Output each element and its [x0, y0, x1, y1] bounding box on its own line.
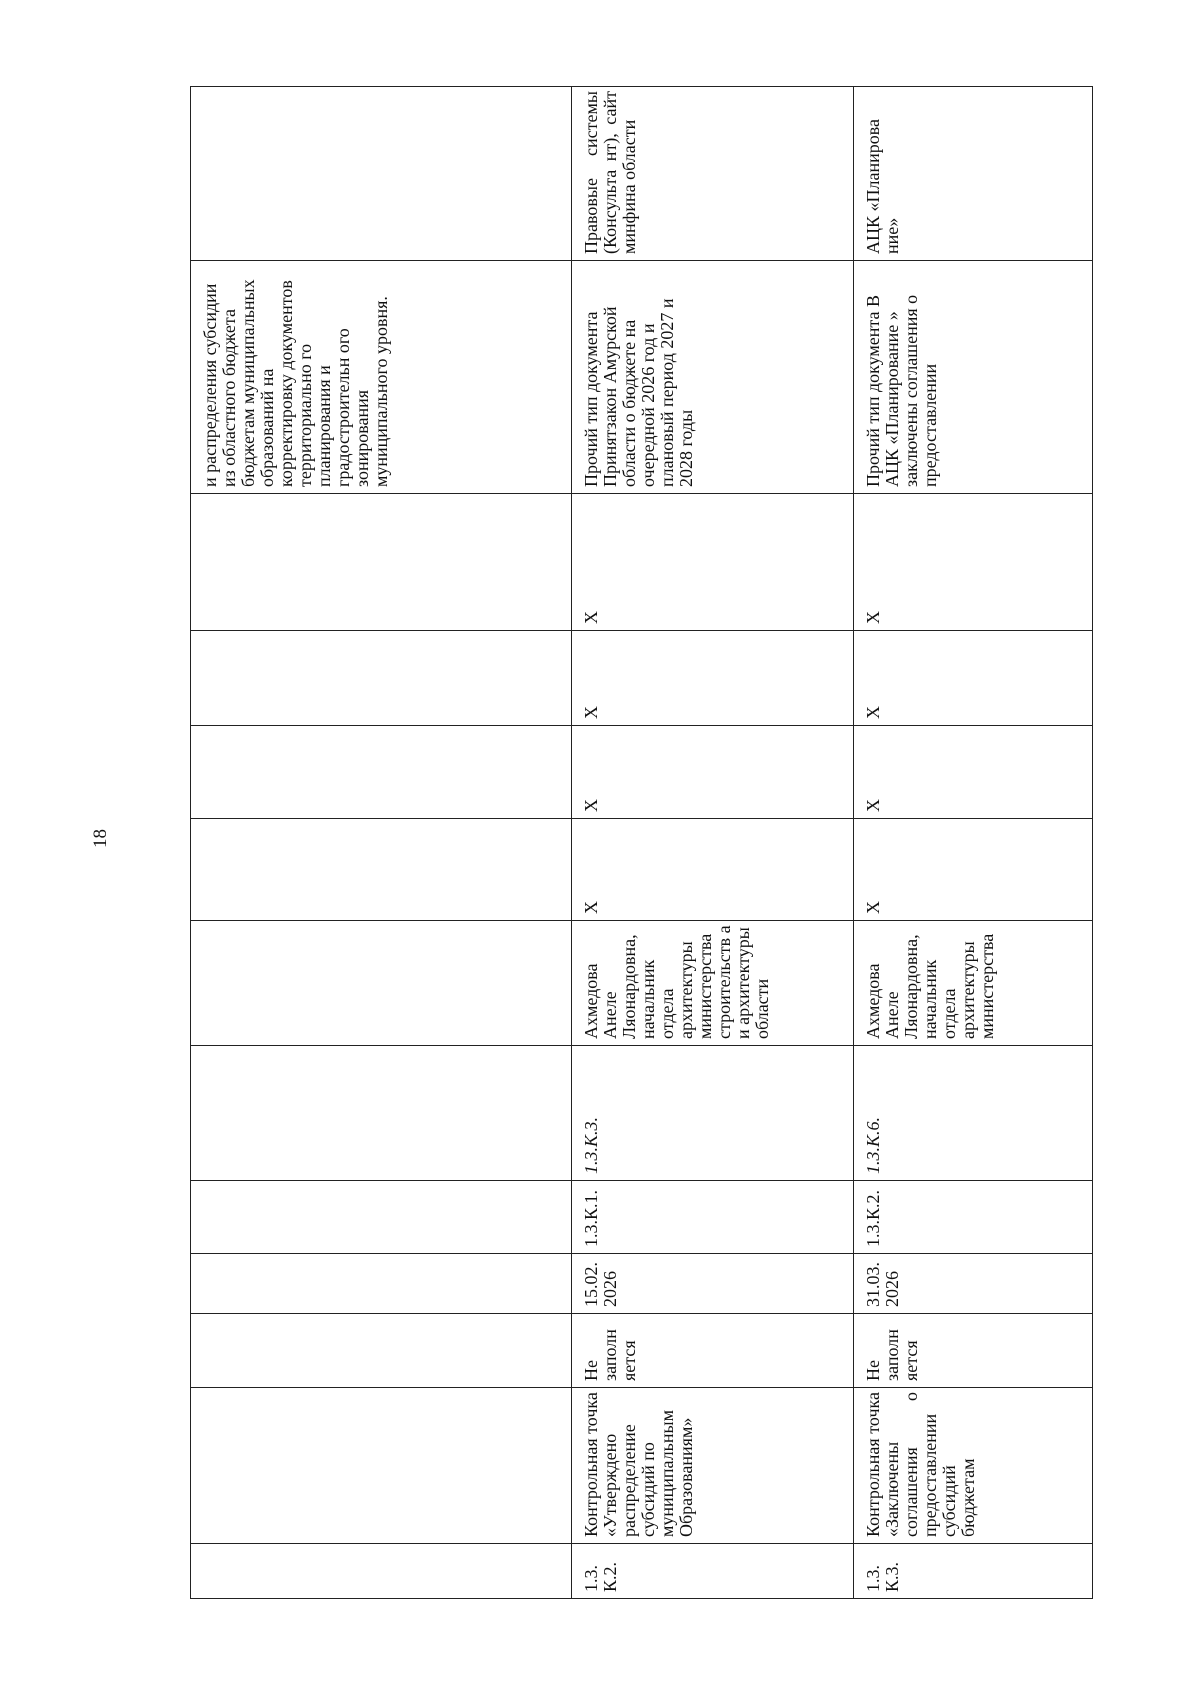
cell-col11: X [572, 494, 854, 631]
table-row [572, 87, 854, 1599]
cell-col10: X [854, 631, 1093, 726]
cell-base: Не заполн яется [572, 1314, 854, 1388]
cell-col11: X [854, 494, 1093, 631]
cell-system [191, 87, 572, 261]
cell-col9 [191, 726, 572, 819]
cell-document: Прочий тип документа Принятзакон Амурской области о бюджете на очередной 2026 год и плановый период 2027 и 2028 годы [572, 261, 854, 494]
cell-responsible: Ахмедова Анеле Ляонардовна, начальник отдела архитектуры министерства [854, 921, 1093, 1046]
cell-system: АЦК «Планирова ние» [854, 87, 1093, 261]
cell-responsible [191, 921, 572, 1046]
cell-link [191, 1046, 572, 1181]
cell-document: Прочий тип документа В АЦК «Планирование » заключены соглашения о предоставлении [854, 261, 1093, 494]
cell-document: и распределения субсидии из областного бюджета бюджетам муниципальных образований на корректировку документов территориально го планирования и градостроительн ого зонирования муниципального уровня. [191, 261, 572, 494]
cell-date: 31.03. 2026 [854, 1254, 1093, 1314]
cell-base: Не заполн яется [854, 1314, 1093, 1388]
cell-col9: X [854, 726, 1093, 819]
page-number: 18 [90, 829, 111, 848]
cell-code [191, 1181, 572, 1254]
cell-code: 1.3.К.2. [854, 1181, 1093, 1254]
cell-link: 1.3.К.6. [854, 1046, 1093, 1181]
cell-num [191, 1544, 572, 1599]
cell-code: 1.3.К.1. [572, 1181, 854, 1254]
cell-col9: X [572, 726, 854, 819]
table-row [854, 87, 1093, 1599]
cell-num: 1.3. К.3. [854, 1544, 1093, 1599]
rotated-page-content [190, 87, 1092, 1599]
cell-name: Контрольная точка «Утверждено распределение субсидий по муниципальным Образованиям» [572, 1388, 854, 1544]
cell-date: 15.02. 2026 [572, 1254, 854, 1314]
cell-col8 [191, 819, 572, 921]
cell-name [191, 1388, 572, 1544]
table-row [191, 87, 572, 1599]
cell-date [191, 1254, 572, 1314]
control-points-table [190, 86, 1093, 1599]
cell-col8: X [854, 819, 1093, 921]
cell-col10: X [572, 631, 854, 726]
cell-col8: X [572, 819, 854, 921]
cell-base [191, 1314, 572, 1388]
cell-name: Контрольная точка «Заключены соглашения о предоставлении субсидий бюджетам [854, 1388, 1093, 1544]
cell-responsible: Ахмедова Анеле Ляонардовна, начальник отдела архитектуры министерства строительств а и архитектуры области [572, 921, 854, 1046]
cell-link: 1.3.К.3. [572, 1046, 854, 1181]
cell-col11 [191, 494, 572, 631]
cell-system: Правовые системы (Консульта нт), сайт минфина области [572, 87, 854, 261]
cell-num: 1.3. К.2. [572, 1544, 854, 1599]
cell-col10 [191, 631, 572, 726]
